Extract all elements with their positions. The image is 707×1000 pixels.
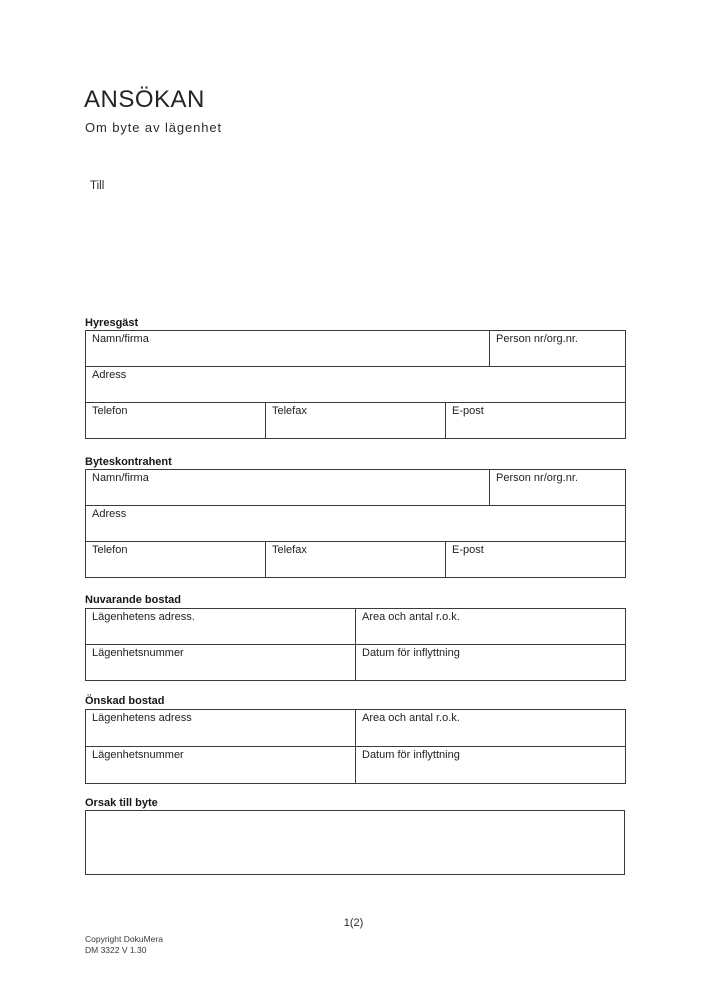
table-row [86, 367, 626, 403]
orsak-text-field[interactable] [85, 810, 625, 875]
byteskontrahent-telefax-field[interactable] [266, 542, 446, 578]
onskad-bostad-table [85, 709, 626, 784]
onskad-lagenhetsnummer-field[interactable] [86, 747, 356, 784]
table-row [86, 331, 626, 367]
onskad-area-field[interactable] [356, 710, 626, 747]
byteskontrahent-telefax-label: Telefax [272, 544, 307, 556]
hyresgast-telefax-label: Telefax [272, 405, 307, 417]
hyresgast-person-nr-label: Person nr/org.nr. [496, 333, 578, 345]
nuvarande-area-label: Area och antal r.o.k. [362, 611, 460, 623]
byteskontrahent-adress-label: Adress [92, 508, 127, 520]
byteskontrahent-namn-firma-field[interactable] [86, 470, 490, 506]
footer-copyright [85, 934, 163, 955]
hyresgast-heading: Hyresgäst [85, 317, 139, 329]
nuvarande-lagenhetsnummer-field[interactable] [86, 645, 356, 681]
nuvarande-lagenhetens-adress-label: Lägenhetens adress. [92, 611, 195, 623]
byteskontrahent-epost-label: E-post [452, 544, 484, 556]
table-row [86, 609, 626, 645]
nuvarande-bostad-table [85, 608, 626, 681]
hyresgast-adress-label: Adress [92, 369, 127, 381]
table-row [86, 506, 626, 542]
hyresgast-adress-field[interactable] [86, 367, 626, 403]
table-row [86, 542, 626, 578]
table-row [86, 710, 626, 747]
onskad-datum-inflyttning-label: Datum för inflyttning [362, 749, 460, 761]
document-title: ANSÖKAN [84, 86, 205, 113]
byteskontrahent-epost-field[interactable] [446, 542, 626, 578]
byteskontrahent-telefon-field[interactable] [86, 542, 266, 578]
hyresgast-table [85, 330, 626, 439]
hyresgast-telefon-label: Telefon [92, 405, 128, 417]
byteskontrahent-adress-field[interactable] [86, 506, 626, 542]
hyresgast-telefon-field[interactable] [86, 403, 266, 439]
onskad-lagenhetsnummer-label: Lägenhetsnummer [92, 749, 184, 761]
byteskontrahent-person-nr-label: Person nr/org.nr. [496, 472, 578, 484]
byteskontrahent-table [85, 469, 626, 578]
onskad-lagenhetens-adress-label: Lägenhetens adress [92, 712, 192, 724]
nuvarande-lagenhetsnummer-label: Lägenhetsnummer [92, 647, 184, 659]
nuvarande-area-field[interactable] [356, 609, 626, 645]
byteskontrahent-telefon-label: Telefon [92, 544, 128, 556]
onskad-area-label: Area och antal r.o.k. [362, 712, 460, 724]
version-line: DM 3322 V 1.30 [85, 944, 147, 955]
onskad-lagenhetens-adress-field[interactable] [86, 710, 356, 747]
onskad-datum-inflyttning-field[interactable] [356, 747, 626, 784]
nuvarande-datum-inflyttning-field[interactable] [356, 645, 626, 681]
table-row [86, 645, 626, 681]
nuvarande-bostad-heading: Nuvarande bostad [85, 594, 181, 606]
byteskontrahent-heading: Byteskontrahent [85, 456, 172, 468]
copyright-line: Copyright DokuMera [85, 934, 163, 944]
onskad-bostad-heading: Önskad bostad [85, 695, 165, 707]
hyresgast-person-nr-field[interactable] [490, 331, 626, 367]
hyresgast-epost-label: E-post [452, 405, 484, 417]
document-subtitle: Om byte av lägenhet [85, 120, 223, 135]
hyresgast-namn-firma-label: Namn/firma [92, 333, 149, 345]
byteskontrahent-namn-firma-label: Namn/firma [92, 472, 149, 484]
table-row [86, 747, 626, 784]
table-row [86, 470, 626, 506]
table-row [86, 403, 626, 439]
page-number: 1(2) [343, 917, 364, 929]
hyresgast-epost-field[interactable] [446, 403, 626, 439]
nuvarande-lagenhetens-adress-field[interactable] [86, 609, 356, 645]
nuvarande-datum-inflyttning-label: Datum för inflyttning [362, 647, 460, 659]
hyresgast-telefax-field[interactable] [266, 403, 446, 439]
byteskontrahent-person-nr-field[interactable] [490, 470, 626, 506]
orsak-heading: Orsak till byte [85, 797, 158, 809]
hyresgast-namn-firma-field[interactable] [86, 331, 490, 367]
recipient-till-label: Till [90, 180, 105, 192]
